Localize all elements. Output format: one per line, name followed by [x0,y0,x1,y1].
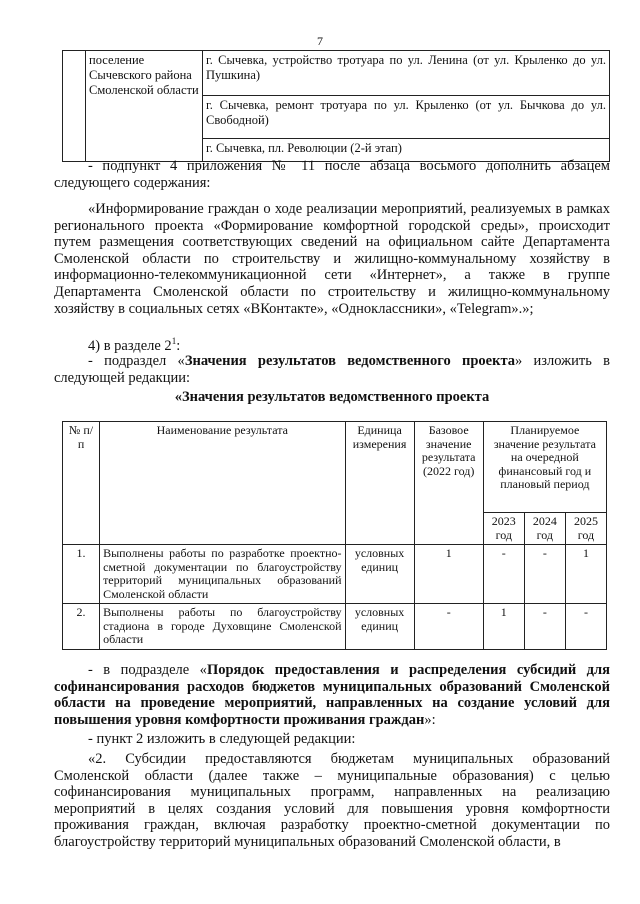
header-base: Базовое значение результата (2022 год) [414,422,483,545]
paragraph-subsection-subsidies [54,662,610,728]
project-cell: г. Сычевка, пл. Революции (2-й этап) [203,139,610,162]
header-year: 2024 год [524,513,565,545]
row-2025: 1 [565,545,606,604]
paragraph-subsection-values [54,353,610,386]
header-plan: Планируемое значение результата на очередной финансовый год и плановый период [483,422,606,513]
row-base: 1 [414,545,483,604]
row-unit: условных единиц [345,545,414,604]
area-cell: поселение Сычевского района Смоленской области [86,51,203,162]
project-cell: г. Сычевка, устройство тротуара по ул. Ленина (от ул. Крыленко до ул. Пушкина) [203,51,610,96]
superscript: 1 [171,336,177,346]
paragraph-subsidies-text: «2. Субсидии предоставляются бюджетам муниципальных образований Смоленской области (далее также – муниципальные образования) с целью софинансирования муниципальных программ, направленных на реализацию мероприятий в целях создания условий для повышения уровня комфортности проживания граждан, включая разработку проектно-сметной документации по благоустройству территорий муниципальных образований Смоленской области, в [54,751,610,850]
table-row [63,545,607,604]
paragraph-informing-citizens: «Информирование граждан о ходе реализации мероприятий, реализуемых в рамках регионального проекта «Формирование комфортной городской среды», происходит путем размещения соответствующих сведений на официальном сайте Департамента Смоленской области по строительству и жилищно-коммунальному хозяйству в информационно-телекоммуникационной сети «Интернет», а также в группе Департамента Смоленской области по строительству и жилищно-коммунальному хозяйству в социальных сетях «ВКонтакте», «Одноклассники», «Telegram».»; [54,201,610,317]
header-year: 2025 год [565,513,606,545]
row-name: Выполнены работы по благоустройству стадиона в городе Духовщине Смоленской области [100,604,345,650]
paragraph-subitem-4: - подпункт 4 приложения № 11 после абзаца восьмого дополнить абзацем следующего содержания: [54,158,610,191]
text-prefix: - в подразделе « [88,662,207,678]
bold-title: Порядок предоставления и распределения субсидий для софинансирования расходов бюджетов муниципальных образований Смоленской области на проведение мероприятий, направленных на создание условий для повышения уровня комфортности проживания граждан [54,662,611,728]
row-base: - [414,604,483,650]
table-row [63,51,610,96]
header-num: № п/п [63,422,100,545]
paragraph-point-2: - пункт 2 изложить в следующей редакции: [88,731,356,747]
section-colon: : [176,337,181,354]
paragraph-section-2-1 [54,333,610,354]
row-2024: - [524,604,565,650]
row-num: 1. [63,545,100,604]
text-suffix: »: [424,711,436,728]
project-cell: г. Сычевка, ремонт тротуара по ул. Крыленко (от ул. Бычкова до ул. Свободной) [203,96,610,139]
bold-title: Значения результатов ведомственного проекта [184,353,516,369]
row-2023: - [483,545,524,604]
table-title: «Значения результатов ведомственного проекта [174,389,490,405]
text-prefix: - подраздел « [88,353,185,369]
row-2024: - [524,545,565,604]
row-2023: 1 [483,604,524,650]
row-num: 2. [63,604,100,650]
section-text: 4) в разделе 2 [88,337,172,354]
results-table [62,421,607,650]
row-name: Выполнены работы по разработке проектно-сметной документации по благоустройству территорий муниципальных образований Смоленской области [100,545,345,604]
header-unit: Единица измерения [345,422,414,545]
row-2025: - [565,604,606,650]
header-year: 2023 год [483,513,524,545]
projects-table-continued [62,50,610,162]
text-suffix: » изложить в следующей редакции: [54,353,611,386]
header-row [63,422,607,513]
page-number: 7 [317,34,323,48]
table-row [63,604,607,650]
empty-cell [63,51,86,162]
row-unit: условных единиц [345,604,414,650]
header-name: Наименование результата [100,422,345,545]
